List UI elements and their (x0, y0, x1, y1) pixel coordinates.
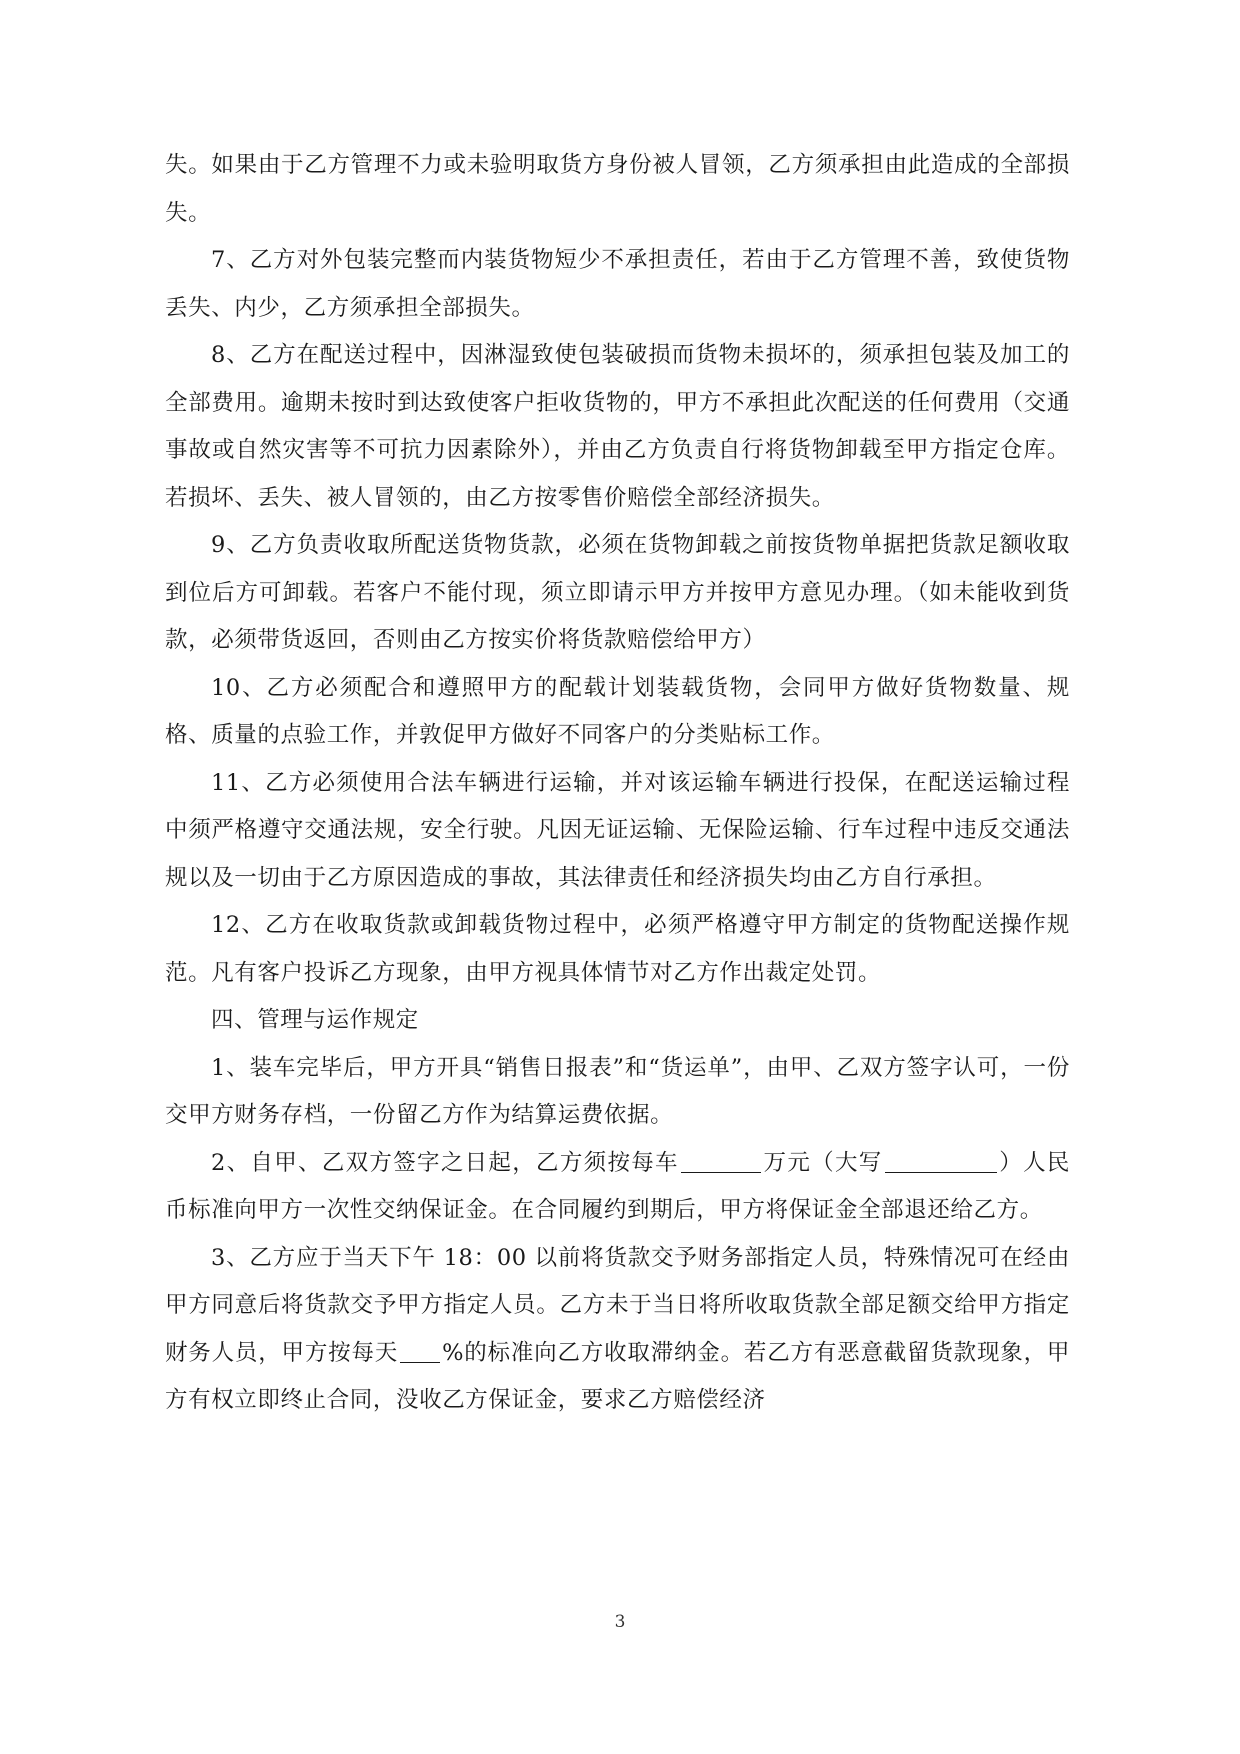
clause-2-text-c: ）人民币标准向甲方一次性交纳保证金。在合同履约到期后，甲方将保证金全部退还给乙方。 (165, 1149, 1070, 1223)
paragraph-management-clause-3 (165, 1235, 1070, 1425)
clause-3-text-b: %的标准向乙方收取滞纳金。若乙方有恶意截留货款现象，甲方有权立即终止合同，没收乙方保证金，要求乙方赔偿经济 (165, 1339, 1070, 1413)
rate-blank (400, 1340, 440, 1363)
document-body (165, 142, 1070, 1425)
paragraph-management-clause-1: 1、装车完毕后，甲方开具“销售日报表”和“货运单”，由甲、乙双方签字认可，一份交甲方财务存档，一份留乙方作为结算运费依据。 (165, 1054, 1070, 1128)
clause-2-text-b: 万元（大写 (762, 1149, 883, 1176)
paragraph-clause-12: 12、乙方在收取货款或卸载货物过程中，必须严格遵守甲方制定的货物配送操作规范。凡有客户投诉乙方现象，由甲方视具体情节对乙方作出裁定处罚。 (165, 912, 1070, 986)
paragraph-clause-11: 11、乙方必须使用合法车辆进行运输，并对该运输车辆进行投保，在配送运输过程中须严格遵守交通法规，安全行驶。凡因无证运输、无保险运输、行车过程中违反交通法规以及一切由于乙方原因造成的事故，其法律责任和经济损失均由乙方自行承担。 (165, 769, 1070, 891)
paragraph-clause-10: 10、乙方必须配合和遵照甲方的配载计划装载货物，会同甲方做好货物数量、规格、质量的点验工作，并敦促甲方做好不同客户的分类贴标工作。 (165, 674, 1070, 748)
clause-2-text-a: 2、自甲、乙双方签字之日起，乙方须按每车 (211, 1149, 679, 1176)
paragraph-clause-9: 9、乙方负责收取所配送货物货款，必须在货物卸载之前按货物单据把货款足额收取到位后方可卸载。若客户不能付现，须立即请示甲方并按甲方意见办理。（如未能收到货款，必须带货返回，否则由乙方按实价将货款赔偿给甲方） (165, 532, 1070, 653)
paragraph-management-clause-2 (165, 1140, 1070, 1235)
amount-blank (681, 1150, 761, 1173)
paragraph-clause-7: 7、乙方对外包装完整而内装货物短少不承担责任，若由于乙方管理不善，致使货物丢失、内少，乙方须承担全部损失。 (165, 247, 1070, 321)
paragraph-continuation: 失。如果由于乙方管理不力或未验明取货方身份被人冒领，乙方须承担由此造成的全部损失。 (165, 152, 1070, 226)
page-number: 3 (614, 1612, 626, 1632)
amount-in-words-blank (885, 1150, 997, 1173)
section-heading-management: 四、管理与运作规定 (211, 1007, 419, 1033)
paragraph-clause-8: 8、乙方在配送过程中，因淋湿致使包装破损而货物未损坏的，须承担包装及加工的全部费用。逾期未按时到达致使客户拒收货物的，甲方不承担此次配送的任何费用（交通事故或自然灾害等不可抗力因素除外），并由乙方负责自行将货物卸载至甲方指定仓库。若损坏、丢失、被人冒领的，由乙方按零售价赔偿全部经济损失。 (165, 342, 1070, 511)
clause-3-text-a: 3、乙方应于当天下午 18：00 以前将货款交予财务部指定人员，特殊情况可在经由甲方同意后将货款交予甲方指定人员。乙方未于当日将所收取货款全部足额交给甲方指定财务人员，甲方按每天 (165, 1244, 1070, 1366)
